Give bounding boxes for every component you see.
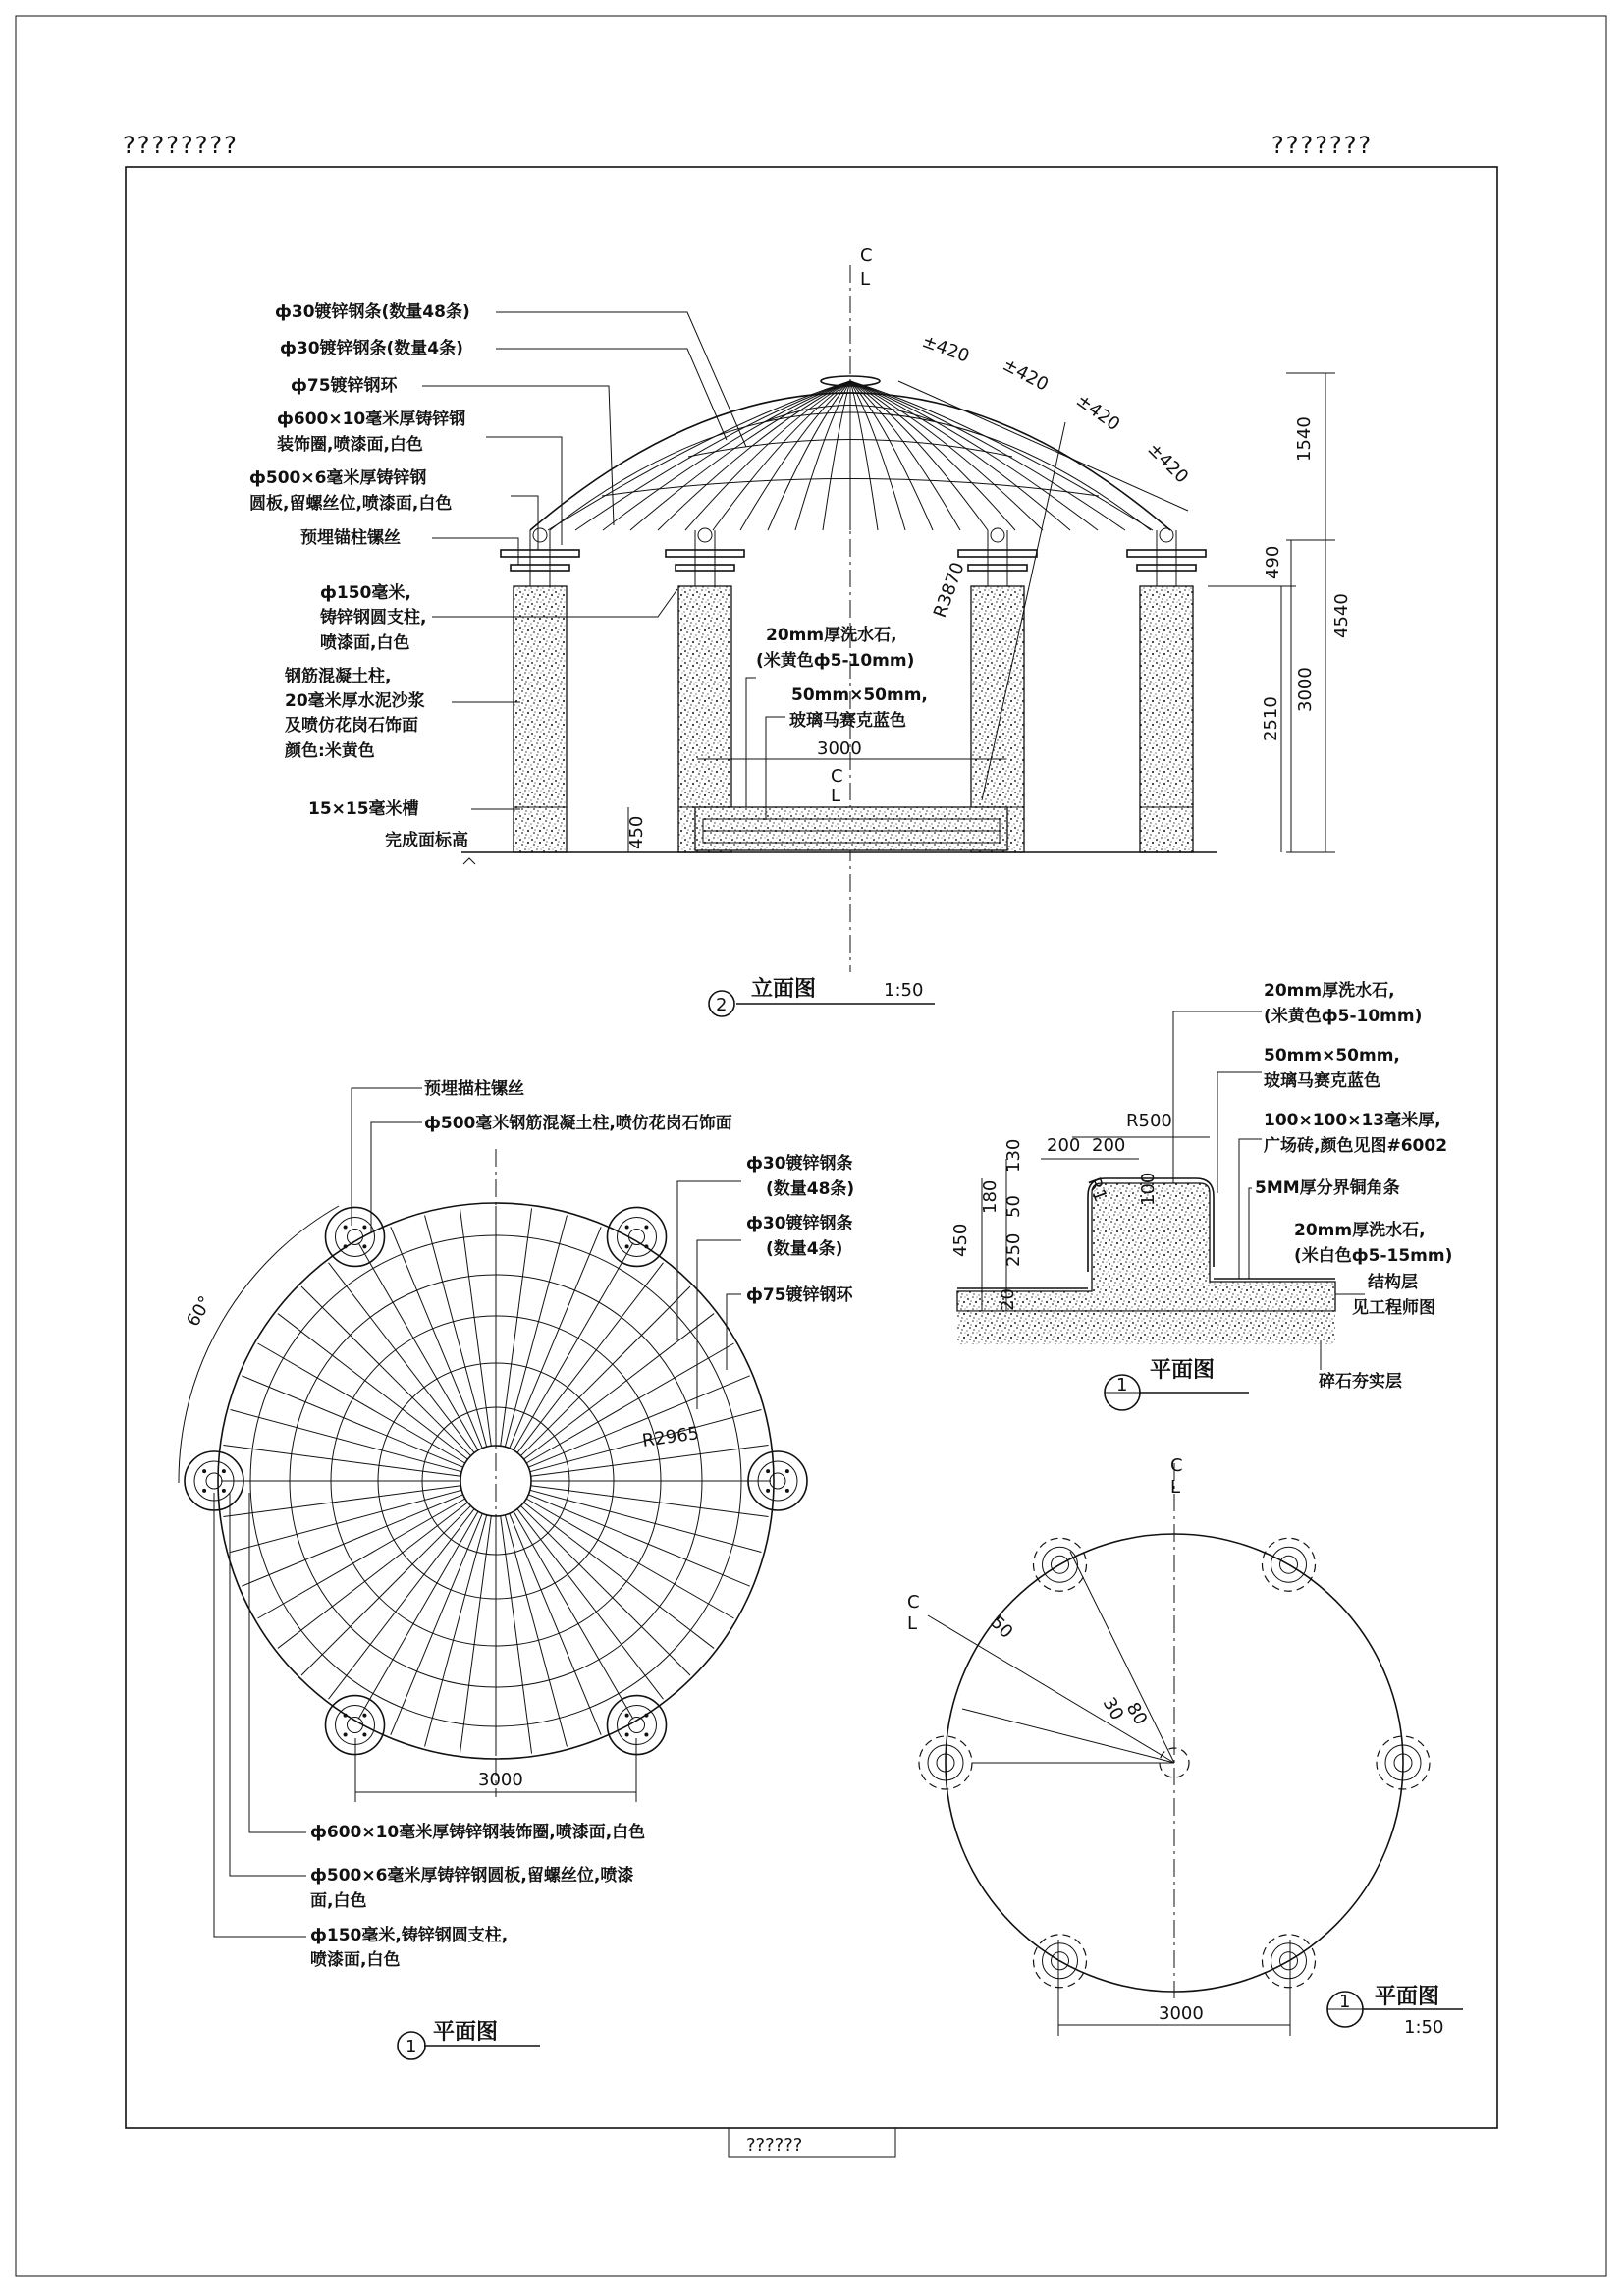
- dome-rib: [685, 381, 850, 530]
- plan-dim-radius: R2965: [640, 1423, 701, 1451]
- plan-post-bolt: [222, 1489, 226, 1493]
- pond-centerline-l: L: [831, 786, 841, 806]
- section-dim-r500: R500: [1126, 1111, 1172, 1131]
- column-plate: [968, 565, 1027, 571]
- plan-post-column: [629, 1718, 645, 1733]
- layout-dim-3000: 3000: [1159, 2003, 1204, 2024]
- label-rib48: ф30镀锌钢条(数量48条): [275, 302, 470, 322]
- column-plate: [511, 565, 569, 571]
- section-label-wash-2: (米黄色ф5-10mm): [1264, 1007, 1423, 1026]
- section-label-mosaic-1: 50mm×50mm,: [1264, 1046, 1400, 1066]
- label-rc-1: 钢筋混凝土柱,: [285, 667, 392, 686]
- dome-rib: [850, 381, 1098, 530]
- pond-centerline-c: C: [831, 766, 843, 787]
- plan-title-num: 1: [406, 2037, 417, 2057]
- plan-post-bolt: [766, 1469, 770, 1473]
- plan-label-bolt: 预埋描柱镙丝: [424, 1079, 524, 1099]
- plan-post-bolt: [625, 1732, 629, 1736]
- plan-post-bolt: [222, 1469, 226, 1473]
- plan-post-plate: [618, 1217, 657, 1256]
- pond-basin: [695, 807, 1007, 850]
- plan-post-column: [206, 1473, 222, 1489]
- plan-label-ring75: ф75镀锌钢环: [746, 1285, 853, 1305]
- dome-ribs: [548, 381, 1153, 530]
- dim-4540: 4540: [1331, 593, 1352, 638]
- plan-post-bolt: [362, 1244, 366, 1248]
- plan-rib: [517, 1509, 664, 1700]
- label-bolt: 预埋锚柱镙丝: [300, 528, 401, 548]
- label-rc-4: 颜色:米黄色: [285, 741, 375, 761]
- section-drawing: [950, 980, 1452, 1410]
- plan-post-bolt: [644, 1244, 648, 1248]
- dome-rib: [603, 381, 850, 530]
- plan-title: 平面图: [433, 2020, 499, 2045]
- label-groove: 15×15毫米槽: [308, 799, 419, 819]
- dome-rib: [768, 381, 850, 530]
- label-wash-2: (米黄色ф5-10mm): [756, 651, 915, 671]
- plan-post-column: [348, 1718, 363, 1733]
- dim-arc-1: ±420: [919, 330, 972, 367]
- plan-label-rib4-1: ф30镀锌钢条: [746, 1214, 853, 1233]
- dim-3000v: 3000: [1295, 667, 1316, 712]
- layout-scale: 1:50: [1404, 2017, 1444, 2038]
- dome-rib: [850, 381, 1015, 530]
- plan-post-bolt: [344, 1244, 348, 1248]
- plan-post-bolt: [644, 1714, 648, 1718]
- label-cap600-1: ф600×10毫米厚铸锌钢: [277, 410, 466, 429]
- plan-post-bolt: [785, 1489, 789, 1493]
- layout-title: 平面图: [1375, 1985, 1440, 2009]
- plan-rib: [278, 1503, 468, 1649]
- plan-post-plate: [336, 1217, 375, 1256]
- layout-dim-80: 80: [1121, 1699, 1152, 1729]
- plan-label-plate500-2: 面,白色: [310, 1891, 367, 1911]
- section-dim-180: 180: [980, 1179, 1001, 1214]
- layout-centerline2-l: L: [907, 1613, 918, 1634]
- plan-post-bolt: [362, 1226, 366, 1230]
- section-title-num: 1: [1116, 1375, 1128, 1395]
- label-rib4: ф30镀锌钢条(数量4条): [280, 339, 463, 358]
- dim-3000h: 3000: [817, 738, 862, 759]
- layout-centerline-c: C: [1170, 1455, 1183, 1476]
- dim-490: 490: [1263, 545, 1283, 579]
- plan-post-bolt: [202, 1469, 206, 1473]
- section-dim-130: 130: [1003, 1138, 1024, 1173]
- section-label-mosaic-2: 玻璃马赛克蓝色: [1264, 1071, 1380, 1091]
- label-ring75: ф75镀锌钢环: [291, 376, 398, 396]
- plan-post-bolt: [344, 1226, 348, 1230]
- column-shaft: [1140, 586, 1193, 852]
- column-cap-ring: [501, 550, 579, 557]
- plan-label-col150-2: 喷漆面,白色: [310, 1950, 401, 1970]
- layout-plan-drawing: [907, 1455, 1463, 2038]
- plan-post-bolt: [362, 1732, 366, 1736]
- dim-arc-4: ±420: [1143, 438, 1193, 488]
- label-col150-2: 铸锌钢圆支柱,: [320, 608, 427, 628]
- column-cap-ring: [666, 550, 744, 557]
- dim-radius: R3870: [929, 559, 969, 621]
- plan-post-bolt: [625, 1226, 629, 1230]
- dim-1540: 1540: [1294, 416, 1315, 462]
- section-label-tile-2: 广场砖,颜色见图#6002: [1264, 1136, 1448, 1156]
- plan-rib: [329, 1263, 475, 1453]
- plan-post-bolt: [625, 1714, 629, 1718]
- plan-rib: [517, 1263, 664, 1453]
- plan-post-bolt: [785, 1469, 789, 1473]
- layout-title-num: 1: [1339, 1992, 1351, 2012]
- plan-post-cap: [608, 1207, 667, 1266]
- section-label-tile-1: 100×100×13毫米厚,: [1264, 1111, 1441, 1130]
- plan-label-rib48-2: (数量48条): [766, 1179, 855, 1199]
- plan-drawing: [179, 1078, 854, 2059]
- label-cap600-2: 装饰圈,喷漆面,白色: [277, 435, 423, 455]
- dome-rib: [850, 381, 878, 530]
- elevation-title: 立面图: [751, 977, 817, 1002]
- dome-rib: [823, 381, 850, 530]
- label-plate500-1: ф500×6毫米厚铸锌钢: [249, 468, 427, 488]
- gravel-layer: [957, 1311, 1335, 1344]
- plan-rib: [524, 1503, 715, 1649]
- plan-post-bolt: [344, 1732, 348, 1736]
- column-cap-ring: [958, 550, 1037, 557]
- section-dim-r1: R1: [1083, 1175, 1111, 1205]
- label-plate500-2: 圆板,留螺丝位,喷漆面,白色: [249, 494, 453, 514]
- dim-arc-3: ±420: [1072, 390, 1124, 436]
- column-knob: [698, 528, 712, 542]
- label-finish: 完成面标高: [385, 831, 468, 850]
- section-label-gravel: 碎石夯实层: [1319, 1372, 1402, 1392]
- dome-rib: [575, 381, 850, 530]
- elevation-labels: [249, 301, 928, 864]
- plan-post-bolt: [202, 1489, 206, 1493]
- elevation-centerline-label-l: L: [860, 269, 871, 290]
- plan-post-bolt: [344, 1714, 348, 1718]
- footer-text: ??????: [746, 2135, 803, 2156]
- header-left: ????????: [123, 132, 239, 159]
- label-rc-2: 20毫米厚水泥沙浆: [285, 691, 425, 711]
- column-cap-ring: [1127, 550, 1206, 557]
- section-dim-250: 250: [1003, 1232, 1024, 1267]
- plan-post-bolt: [362, 1714, 366, 1718]
- plan-post-bolt: [644, 1226, 648, 1230]
- plan-rib: [278, 1314, 468, 1460]
- plan-post-bolt: [625, 1244, 629, 1248]
- elevation-centerline-label: C: [860, 246, 873, 266]
- plan-dim-3000: 3000: [478, 1770, 523, 1790]
- label-rc-3: 及喷仿花岗石饰面: [285, 716, 418, 736]
- section-label-struct-1: 结构层: [1368, 1273, 1418, 1292]
- label-mosaic-1: 50mm×50mm,: [791, 685, 928, 705]
- section-label-wash2-1: 20mm厚洗水石,: [1294, 1221, 1426, 1240]
- section-dim-100: 100: [1138, 1172, 1159, 1206]
- label-col150-3: 喷漆面,白色: [320, 633, 410, 653]
- label-col150-1: ф150毫米,: [320, 583, 411, 603]
- column-shaft: [514, 586, 567, 852]
- section-label-wash-1: 20mm厚洗水石,: [1264, 981, 1395, 1001]
- plan-rib: [301, 1286, 471, 1456]
- plan-post-bolt: [644, 1732, 648, 1736]
- section-dim-200b: 200: [1092, 1135, 1126, 1156]
- elevation-title-num: 2: [716, 995, 728, 1015]
- plan-post-column: [348, 1229, 363, 1244]
- elevation-drawing: [249, 246, 1352, 1016]
- plan-post-column: [629, 1229, 645, 1244]
- plan-dim-angle: 60°: [183, 1292, 217, 1331]
- dim-450: 450: [626, 815, 647, 849]
- dome-rib: [713, 381, 850, 530]
- section-dim-450: 450: [950, 1223, 971, 1257]
- layout-dim-50: 50: [986, 1612, 1017, 1643]
- plan-label-rib48-1: ф30镀锌钢条: [746, 1154, 853, 1174]
- plan-post-bolt: [766, 1489, 770, 1493]
- section-label-copper: 5MM厚分界铜角条: [1255, 1178, 1400, 1198]
- plan-rib: [520, 1505, 690, 1675]
- dome-rib: [850, 381, 933, 530]
- layout-centerline2-c: C: [907, 1592, 920, 1613]
- elevation-scale: 1:50: [884, 980, 924, 1001]
- header-right: ???????: [1271, 132, 1374, 159]
- column-plate: [1137, 565, 1196, 571]
- column-knob: [1160, 528, 1173, 542]
- column-knob: [533, 528, 547, 542]
- plan-post-cap: [326, 1207, 385, 1266]
- section-dim-50: 50: [1003, 1195, 1024, 1218]
- section-label-struct-2: 见工程师图: [1352, 1298, 1435, 1318]
- dim-arc-2: ±420: [999, 354, 1053, 396]
- plan-label-col150-1: ф150毫米,铸锌钢圆支柱,: [310, 1926, 509, 1945]
- label-mosaic-2: 玻璃马赛克蓝色: [789, 711, 906, 731]
- section-dim-200a: 200: [1047, 1135, 1081, 1156]
- plan-rib: [301, 1505, 471, 1675]
- plan-label-rc: ф500毫米钢筋混凝土柱,喷仿花岗石饰面: [424, 1114, 732, 1133]
- plan-post-column: [770, 1473, 785, 1489]
- plan-label-rib4-2: (数量4条): [766, 1239, 843, 1259]
- section-label-wash2-2: (米白色ф5-15mm): [1294, 1246, 1453, 1266]
- layout-dim-30: 30: [1098, 1694, 1128, 1724]
- section-title: 平面图: [1150, 1358, 1216, 1383]
- column-plate: [676, 565, 734, 571]
- dome-rib: [850, 381, 988, 530]
- label-wash-1: 20mm厚洗水石,: [766, 626, 897, 645]
- plan-rib: [329, 1509, 475, 1700]
- plan-label-cap600: ф600×10毫米厚铸锌钢装饰圈,喷漆面,白色: [310, 1823, 646, 1842]
- layout-centerline-l: L: [1170, 1477, 1181, 1498]
- column-knob: [991, 528, 1004, 542]
- dim-2510: 2510: [1261, 696, 1281, 741]
- section-dim-20: 20: [998, 1288, 1018, 1311]
- plan-label-plate500-1: ф500×6毫米厚铸锌钢圆板,留螺丝位,喷漆: [310, 1866, 634, 1886]
